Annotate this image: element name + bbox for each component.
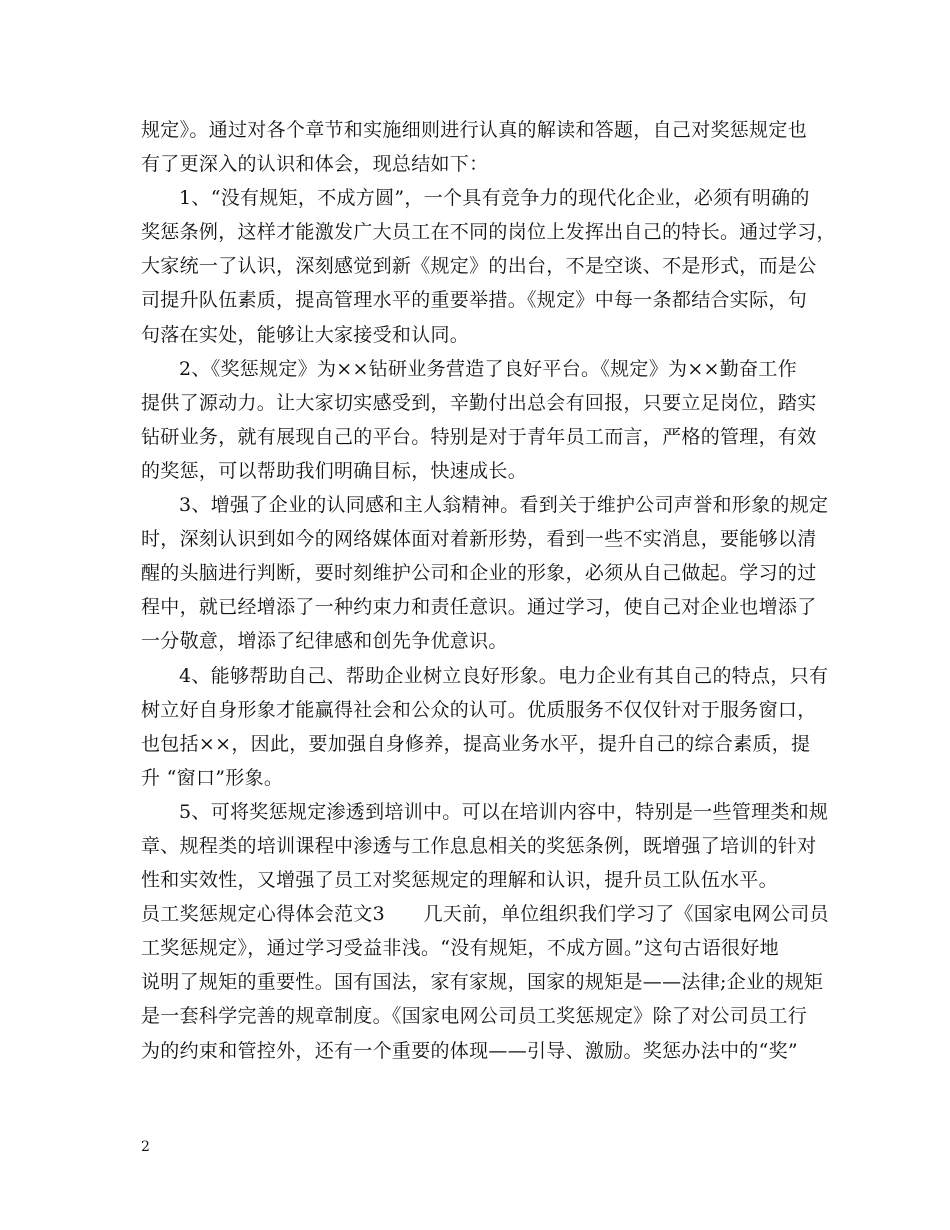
text-line: 说明了规矩的重要性。国有国法，家有家规，国家的规矩是——法律;企业的规矩 <box>141 971 824 994</box>
paragraph-start-line: 5、可将奖惩规定渗透到培训中。可以在培训内容中，特别是一些管理类和规 <box>179 800 829 823</box>
text-line: 钻研业务，就有展现自己的平台。特别是对于青年员工而言，严格的管理，有效 <box>141 425 817 448</box>
text-line: 句落在实处，能够让大家接受和认同。 <box>141 323 470 346</box>
text-line: 树立好自身形象才能赢得社会和公众的认可。优质服务不仅仅针对于服务窗口， <box>141 698 817 721</box>
text-line: 性和实效性，又增强了员工对奖惩规定的理解和认识，提升员工队伍水平。 <box>141 869 778 892</box>
text-line: 奖惩条例，这样才能激发广大员工在不同的岗位上发挥出自己的特长。通过学习， <box>141 221 836 244</box>
body-text <box>141 113 836 1068</box>
paragraph-start-line: 2、《奖惩规定》为××钻研业务营造了良好平台。《规定》为××勤奋工作 <box>179 357 797 380</box>
text-line: 升 “窗口”形象。 <box>141 766 284 789</box>
text-line: 一分敬意，增添了纪律感和创先争优意识。 <box>141 630 508 653</box>
text-line: 是一套科学完善的规章制度。《国家电网公司员工奖惩规定》除了对公司员工行 <box>141 1005 808 1028</box>
text-line: 时，深刻认识到如今的网络媒体面对着新形势，看到一些不实消息，要能够以清 <box>141 528 817 551</box>
paragraph-start-line: 1、“没有规矩，不成方圆”，一个具有竞争力的现代化企业，必须有明确的 <box>179 187 810 210</box>
text-line: 工奖惩规定》，通过学习受益非浅。“没有规矩，不成方圆。”这句古语很好地 <box>141 937 779 960</box>
text-line: 司提升队伍素质，提高管理水平的重要举措。《规定》中每一条都结合实际，句 <box>141 289 808 312</box>
paragraph-start-line: 3、增强了企业的认同感和主人翁精神。看到关于维护公司声誉和形象的规定 <box>179 494 829 517</box>
text-line: 规定》。通过对各个章节和实施细则进行认真的解读和答题，自己对奖惩规定也 <box>141 119 808 141</box>
text-line: 程中，就已经增添了一种约束力和责任意识。通过学习，使自己对企业也增添了 <box>141 596 817 619</box>
page-number: 2 <box>141 1139 150 1155</box>
text-line: 章、规程类的培训课程中渗透与工作息息相关的奖惩条例，既增强了培训的针对 <box>141 834 817 857</box>
text-line: 有了更深入的认识和体会，现总结如下： <box>141 153 489 176</box>
text-line: 为的约束和管控外，还有一个重要的体现——引导、激励。奖惩办法中的“奖” <box>141 1039 798 1062</box>
text-line: 也包括××，因此，要加强自身修养，提高业务水平，提升自己的综合素质，提 <box>141 732 811 755</box>
text-line: 的奖惩，可以帮助我们明确目标，快速成长。 <box>141 459 528 482</box>
text-line: 提供了源动力。让大家切实感受到，辛勤付出总会有回报，只要立足岗位，踏实 <box>141 391 817 414</box>
paragraph-start-line: 4、能够帮助自己、帮助企业树立良好形象。电力企业有其自己的特点，只有 <box>179 664 829 687</box>
section-heading-line: 员工奖惩规定心得体会范文3 几天前，单位组织我们学习了《国家电网公司员 <box>141 903 829 926</box>
text-line: 大家统一了认识，深刻感觉到新《规定》的出台，不是空谈、不是形式，而是公 <box>141 255 817 278</box>
text-line: 醒的头脑进行判断，要时刻维护公司和企业的形象，必须从自己做起。学习的过 <box>141 562 817 585</box>
